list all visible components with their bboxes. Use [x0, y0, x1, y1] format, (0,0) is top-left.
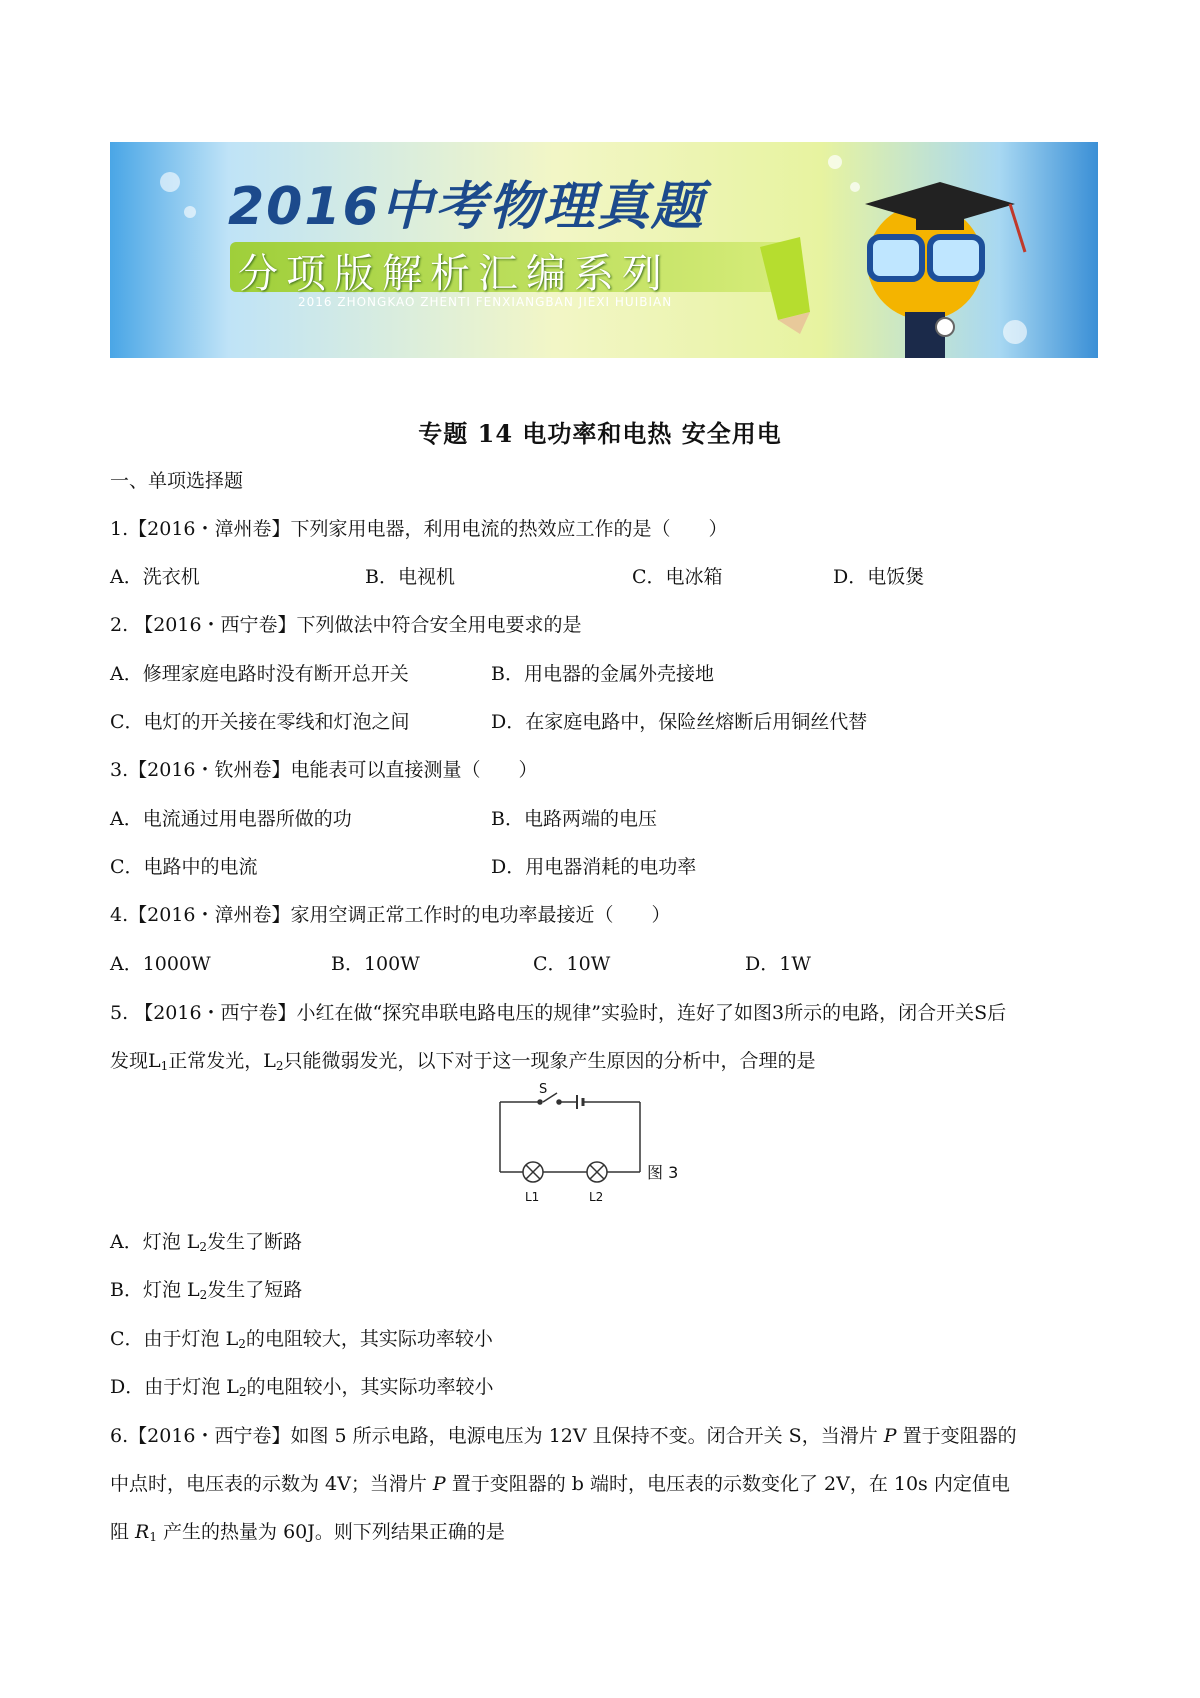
question-6-line-2: [110, 1471, 1010, 1497]
q4-option-c: C．10W: [533, 953, 611, 975]
text-run: 阻: [110, 1521, 136, 1543]
q2-option-b: B．用电器的金属外壳接地: [491, 663, 714, 685]
lamp1-label: L1: [525, 1190, 540, 1204]
q3-option-c: C．电路中的电流: [110, 856, 258, 878]
lamp2-label: L2: [589, 1190, 604, 1204]
question-6-line-3: [110, 1519, 505, 1545]
question-text: 下列家用电器，利用电流的热效应工作的是（ ）: [290, 518, 728, 540]
header-banner: [110, 142, 1098, 358]
question-source: 【2016・钦州卷】: [128, 759, 291, 781]
banner-title: 2016中考物理真题: [228, 177, 705, 237]
text-run: 的电阻较小，其实际功率较小: [246, 1376, 494, 1398]
q3-option-b: B．电路两端的电压: [491, 808, 657, 830]
q1-option-a: A．洗衣机: [110, 566, 200, 588]
subscript: 2: [238, 1385, 247, 1399]
bubble-icon: [160, 172, 180, 192]
circuit-figure-3: [495, 1082, 705, 1215]
q5-option-a: [110, 1229, 302, 1255]
question-number: 1.: [110, 518, 129, 540]
text-run: 发现L: [110, 1050, 161, 1072]
subscript: 1: [160, 1059, 169, 1073]
q4-option-a: A．1000W: [110, 953, 211, 975]
q5-option-c: [110, 1326, 493, 1352]
q4-option-d: D．1W: [745, 953, 811, 975]
question-4: [110, 902, 671, 928]
subscript: 2: [199, 1240, 208, 1254]
question-number: 5.: [110, 1002, 129, 1024]
text-run: A．灯泡 L: [110, 1231, 200, 1253]
q2-option-a: A．修理家庭电路时没有断开总开关: [110, 663, 409, 685]
question-source: 【2016・漳州卷】: [128, 904, 291, 926]
text-run: 产生的热量为 60J。则下列结果正确的是: [157, 1521, 505, 1543]
variable-p: P: [883, 1425, 897, 1447]
text-run: 置于变阻器的 b 端时，电压表的示数变化了 2V，在 10s 内定值电: [445, 1473, 1010, 1495]
q5-option-d: [110, 1374, 494, 1400]
q3-option-a: A．电流通过用电器所做的功: [110, 808, 352, 830]
page-title: 专题 14 电功率和电热 安全用电: [418, 419, 782, 448]
question-text: 小红在做“探究串联电路电压的规律”实验时，连好了如图3所示的电路，闭合开关S后: [296, 1002, 1007, 1024]
text-run: 发生了短路: [207, 1279, 303, 1301]
question-text: 家用空调正常工作时的电功率最接近（ ）: [290, 904, 671, 926]
q1-option-d: D．电饭煲: [833, 566, 925, 588]
q5-option-b: [110, 1277, 302, 1303]
question-number: 2.: [110, 614, 129, 636]
text-run: 中点时，电压表的示数为 4V；当滑片: [110, 1473, 433, 1495]
question-text: 电能表可以直接测量（ ）: [290, 759, 538, 781]
question-source: 【2016・西宁卷】: [134, 1002, 297, 1024]
question-number: 4.: [110, 904, 129, 926]
subscript: 1: [149, 1530, 157, 1544]
subscript: 2: [199, 1288, 208, 1302]
subscript: 2: [275, 1059, 284, 1073]
question-number: 6.: [110, 1425, 129, 1447]
switch-label: S: [539, 1082, 548, 1097]
question-1: [110, 516, 728, 542]
q4-option-b: B．100W: [331, 953, 420, 975]
q2-option-c: C．电灯的开关接在零线和灯泡之间: [110, 711, 410, 733]
question-6: [110, 1423, 1017, 1449]
text-run: C．由于灯泡 L: [110, 1328, 239, 1350]
banner-subtitle: 分项版解析汇编系列: [238, 251, 670, 297]
q3-option-d: D．用电器消耗的电功率: [491, 856, 697, 878]
question-source: 【2016・漳州卷】: [128, 518, 291, 540]
question-5: [110, 1000, 1006, 1026]
question-source: 【2016・西宁卷】: [128, 1425, 291, 1447]
text-run: 的电阻较大，其实际功率较小: [245, 1328, 493, 1350]
variable-p: P: [432, 1473, 446, 1495]
q2-option-d: D．在家庭电路中，保险丝熔断后用铜丝代替: [491, 711, 868, 733]
question-source: 【2016・西宁卷】: [134, 614, 297, 636]
text-run: 发生了断路: [207, 1231, 303, 1253]
text-run: D．由于灯泡 L: [110, 1376, 239, 1398]
variable-r: R: [135, 1521, 150, 1543]
text-run: 只能微弱发光，以下对于这一现象产生原因的分析中，合理的是: [283, 1050, 816, 1072]
figure-caption: 图 3: [647, 1163, 679, 1182]
text-run: 正常发光，L: [168, 1050, 276, 1072]
section-heading: 一、单项选择题: [110, 470, 244, 492]
text-run: 如图 5 所示电路，电源电压为 12V 且保持不变。闭合开关 S，当滑片: [290, 1425, 884, 1447]
question-3: [110, 757, 538, 783]
question-5-line-2: [110, 1048, 816, 1074]
banner-pinyin: 2016 ZHONGKAO ZHENTI FENXIANGBAN JIEXI HUIBIAN: [298, 295, 673, 309]
q1-option-b: B．电视机: [365, 566, 455, 588]
subscript: 2: [238, 1337, 246, 1351]
question-number: 3.: [110, 759, 129, 781]
question-2: [110, 612, 582, 638]
question-text: 下列做法中符合安全用电要求的是: [296, 614, 582, 636]
q1-option-c: C．电冰箱: [632, 566, 723, 588]
text-run: 置于变阻器的: [896, 1425, 1017, 1447]
text-run: B．灯泡 L: [110, 1279, 200, 1301]
